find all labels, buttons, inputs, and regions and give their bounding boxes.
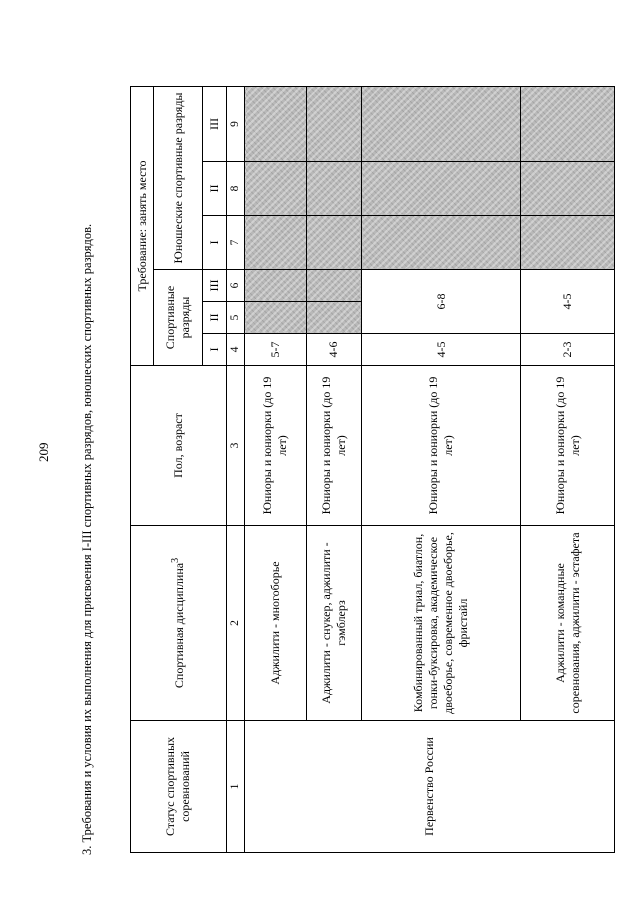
- shaded-cell: [306, 216, 361, 270]
- col-number: 9: [226, 87, 244, 162]
- header-youth-rank-iii: III: [203, 87, 226, 162]
- header-sport-ranks: Спортивные разряды: [154, 270, 203, 366]
- sex-age-cell: Юниоры и юниорки (до 19 лет): [362, 366, 521, 526]
- sex-age-cell: Юниоры и юниорки (до 19 лет): [245, 366, 307, 526]
- header-requirement: Требование: занять место: [131, 87, 154, 366]
- page-number: 209: [36, 442, 51, 462]
- shaded-cell: [362, 162, 521, 216]
- shaded-cell: [245, 270, 307, 302]
- shaded-cell: [245, 162, 307, 216]
- col-number: 5: [226, 302, 244, 334]
- shaded-cell: [306, 302, 361, 334]
- rank-ii-cell: 6-8: [362, 270, 521, 334]
- rank-i-cell: 2-3: [521, 334, 615, 366]
- header-discipline-text: Спортивная дисциплина: [171, 562, 186, 689]
- header-rank-i: I: [203, 334, 226, 366]
- shaded-cell: [306, 87, 361, 162]
- header-discipline: [131, 526, 227, 721]
- rank-i-cell: 4-6: [306, 334, 361, 366]
- header-youth-rank-ii: II: [203, 162, 226, 216]
- header-discipline-footnote: 3: [169, 557, 181, 563]
- sex-age-cell: Юниоры и юниорки (до 19 лет): [521, 366, 615, 526]
- table-row: [245, 87, 307, 853]
- header-rank-ii: II: [203, 302, 226, 334]
- shaded-cell: [245, 216, 307, 270]
- shaded-cell: [362, 87, 521, 162]
- requirements-table: [130, 86, 615, 853]
- header-youth-ranks: Юношеские спортивные разряды: [154, 87, 203, 270]
- rank-ii-cell: 4-5: [521, 270, 615, 334]
- status-cell: Первенство России: [245, 721, 615, 853]
- shaded-cell: [521, 162, 615, 216]
- rotated-table-container: [130, 87, 615, 853]
- shaded-cell: [306, 162, 361, 216]
- shaded-cell: [245, 302, 307, 334]
- shaded-cell: [521, 87, 615, 162]
- col-number: 7: [226, 216, 244, 270]
- section-heading: 3. Требования и условия их выполнения для присвоения I-III спортивных разрядов, юношеских спортивных разрядов.: [80, 223, 94, 855]
- shaded-cell: [521, 216, 615, 270]
- shaded-cell: [245, 87, 307, 162]
- col-number: 1: [226, 721, 244, 853]
- discipline-cell: Аджилити - многоборье: [245, 526, 307, 721]
- column-number-row: [226, 87, 244, 853]
- shaded-cell: [362, 216, 521, 270]
- sex-age-cell: Юниоры и юниорки (до 19 лет): [306, 366, 361, 526]
- rank-i-cell: 5-7: [245, 334, 307, 366]
- col-number: 8: [226, 162, 244, 216]
- header-status: Статус спортивных соревнований: [131, 721, 227, 853]
- col-number: 6: [226, 270, 244, 302]
- rank-i-cell: 4-5: [362, 334, 521, 366]
- col-number: 4: [226, 334, 244, 366]
- col-number: 2: [226, 526, 244, 721]
- shaded-cell: [306, 270, 361, 302]
- header-rank-iii: III: [203, 270, 226, 302]
- discipline-cell: Аджилити - снукер, аджилити - гэмблерз: [306, 526, 361, 721]
- discipline-cell: Комбинированный триал, биатлон, гонки-буксировка, академическое двоеборье, современное двоеборье, фристайл: [362, 526, 521, 721]
- header-sex-age: Пол, возраст: [131, 366, 227, 526]
- header-youth-rank-i: I: [203, 216, 226, 270]
- col-number: 3: [226, 366, 244, 526]
- discipline-cell: Аджилити - командные соревнования, аджилити - эстафета: [521, 526, 615, 721]
